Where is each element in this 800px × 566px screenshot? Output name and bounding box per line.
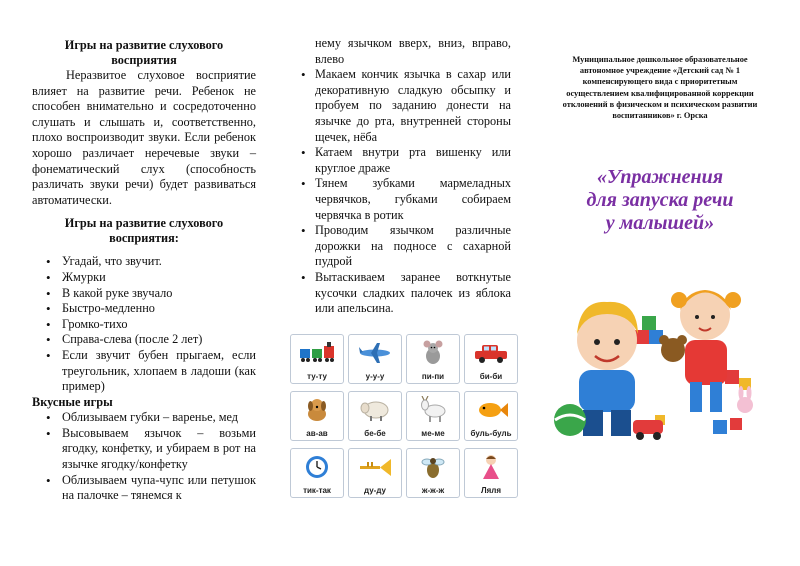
list-item: • Справа-слева (после 2 лет): [62, 332, 256, 348]
clock-icon: [299, 453, 335, 481]
airplane-icon: [357, 339, 393, 367]
title-line: «Упражнения: [596, 166, 724, 188]
list-item: • Облизываем губки – варенье, мед: [62, 410, 256, 426]
tasty-games-heading: Вкусные игры: [32, 394, 113, 409]
brochure-title: [553, 166, 767, 235]
list-item: • Угадай, что звучит.: [62, 254, 256, 270]
card-label: ж-ж-ж: [421, 486, 445, 495]
card-label: ме-ме: [421, 429, 445, 438]
continued-text: нему язычком вверх, вниз, вправо, влево: [315, 36, 511, 66]
intro-paragraph: Неразвитое слуховое восприятие влияет на развитие речи. Ребенок не способен внимательно и сосредоточенно слушать и слышать и, соответственно, плохо воспроизводит звуки. Если ребенок хорошо различает неречевые звуки – фонематический слух (способность различать звуки речи) будет развиваться автоматически.: [32, 68, 256, 207]
card-mouse: [406, 334, 460, 384]
list-item: • Громко-тихо: [62, 317, 256, 333]
list-item: • Проводим язычком различные дорожки на подносе с сахарной пудрой: [315, 223, 511, 270]
card-label: ду-ду: [364, 486, 386, 495]
list-item: • Облизываем чупа-чупс или петушок на палочке – тянемся к: [62, 473, 256, 504]
list-item: • Жмурки: [62, 270, 256, 286]
card-clock: [290, 448, 344, 498]
card-label: ав-ав: [306, 429, 328, 438]
tongue-exercises-list: [297, 67, 511, 317]
card-label: Ляля: [480, 486, 502, 495]
card-trumpet: [348, 448, 402, 498]
mouse-icon: [415, 339, 451, 367]
dog-icon: [299, 396, 335, 424]
card-label: буль-буль: [470, 429, 512, 438]
list-item: • В какой руке звучало: [62, 286, 256, 302]
car-icon: [473, 339, 509, 367]
fish-icon: [473, 396, 509, 424]
card-dog: [290, 391, 344, 441]
card-doll: [464, 448, 518, 498]
bee-icon: [415, 453, 451, 481]
card-train: [290, 334, 344, 384]
card-label: тик-так: [303, 486, 331, 495]
card-bee: [406, 448, 460, 498]
list-item: • Вытаскиваем заранее воткнутые кусочки сладких палочек из яблока или апельсина.: [315, 270, 511, 317]
list-item: • Катаем внутри рта вишенку или круглое драже: [315, 145, 511, 176]
card-label: пи-пи: [421, 372, 445, 381]
list-item: • Если звучит бубен прыгаем, если треугольник, хлопаем в ладоши (как пример): [62, 348, 256, 395]
card-label: у-у-у: [365, 372, 385, 381]
train-icon: [299, 339, 335, 367]
sound-cards-grid: [290, 334, 520, 504]
heading-hearing-games-list: Игры на развитие слухового восприятия:: [64, 216, 224, 246]
children-illustration: [545, 270, 765, 450]
title-line: для запуска речи: [586, 189, 734, 211]
tasty-games-list: [32, 410, 256, 504]
list-item: • Тянем зубками мармеладных червячков, губками собираем червячка в ротик: [315, 176, 511, 223]
card-label: ту-ту: [307, 372, 327, 381]
hearing-games-list: [32, 254, 256, 394]
trumpet-icon: [357, 453, 393, 481]
title-line: у малышей»: [605, 212, 715, 234]
heading-hearing-games: Игры на развитие слухового восприятия: [64, 38, 224, 67]
card-car: [464, 334, 518, 384]
list-item: • Макаем кончик язычка в сахар или декоративную сладкую обсыпку и пробуем по заданию донести на язычке до рта, внутренней стороны щечек, нёба: [315, 67, 511, 145]
doll-icon: [473, 453, 509, 481]
middle-column: [297, 36, 511, 317]
organization-name: Муниципальное дошкольное образовательное автономное учреждение «Детский сад № 1 компенсирующего вида с приоритетным осуществлением квалифицированной коррекции отклонений в физическом и психическом развитии воспитанников» г. Орска: [562, 55, 758, 121]
card-fish: [464, 391, 518, 441]
card-label: бе-бе: [364, 429, 386, 438]
card-goat: [406, 391, 460, 441]
left-column: [32, 38, 256, 504]
list-item: • Высовываем язычок – возьми ягодку, конфетку, и убираем в рот на язычке ягодку/конфетку: [62, 426, 256, 473]
card-label: би-би: [479, 372, 503, 381]
list-item: • Быстро-медленно: [62, 301, 256, 317]
card-sheep: [348, 391, 402, 441]
card-airplane: [348, 334, 402, 384]
goat-icon: [415, 396, 451, 424]
sheep-icon: [357, 396, 393, 424]
